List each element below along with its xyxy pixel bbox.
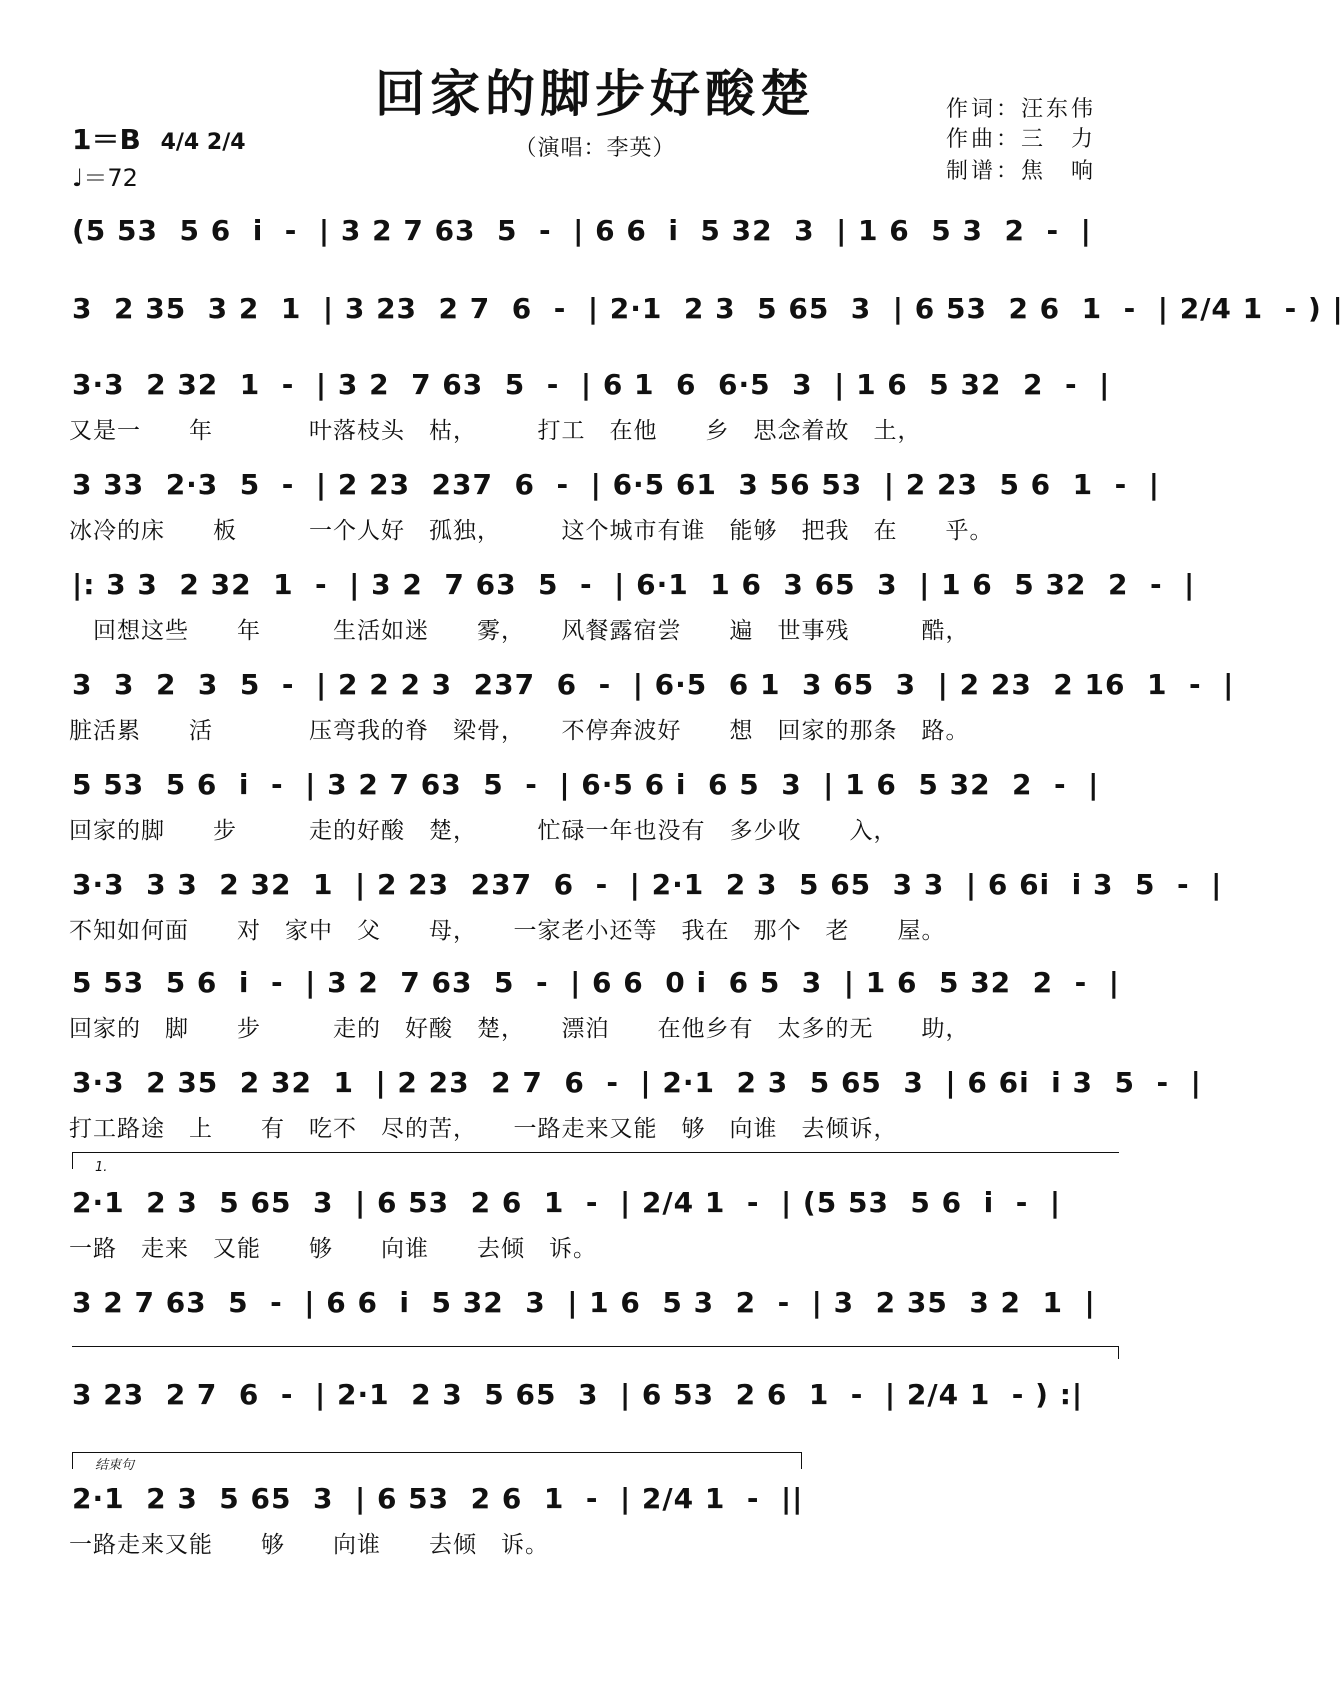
key-signature [72,118,246,158]
lyric-line-7: 回家的脚 步 走的好酸 楚， 忙碌一年也没有 多少收 入， [69,818,898,844]
notes-line-13: 3 23 2 7 6 - | 2·1 2 3 5 65 3 | 6 53 2 6 1 - | 2/4 1 - ) :| [72,1378,1084,1411]
lyric-line-11: 一路 走来 又能 够 向谁 去倾 诉。 [69,1236,597,1262]
time-signature: 4/4 2/4 [160,130,246,155]
notes-line-3: 3·3 2 32 1 - | 3 2 7 63 5 - | 6 1 6 6·5 3 | 1 6 5 32 2 - | [72,368,1111,401]
ending-label: 结束句 [95,1458,135,1473]
lyric-line-6: 脏活累 活 压弯我的脊 梁骨， 不停奔波好 想 回家的那条 路。 [69,718,970,744]
singer-credit: （演唱：李英） [514,136,676,161]
lyric-line-9: 回家的 脚 步 走的 好酸 楚， 漂泊 在他乡有 太多的无 助， [69,1016,970,1042]
song-title: 回家的脚步好酸楚 [375,64,815,123]
lyric-line-14: 一路走来又能 够 向谁 去倾 诉。 [69,1532,549,1558]
notes-line-9: 5 53 5 6 i - | 3 2 7 63 5 - | 6 6 0 i 6 5 3 | 1 6 5 32 2 - | [72,966,1120,999]
repeat-bracket [72,1346,1119,1359]
notes-line-1: (5 53 5 6 i - | 3 2 7 63 5 - | 6 6 i 5 32 3 | 1 6 5 3 2 - | [72,214,1092,247]
lyric-line-10: 打工路途 上 有 吃不 尽的苦， 一路走来又能 够 向谁 去倾诉， [69,1116,898,1142]
lyricist-credit: 作词：汪东伟 [946,97,1097,122]
notes-line-7: 5 53 5 6 i - | 3 2 7 63 5 - | 6·5 6 i 6 5 3 | 1 6 5 32 2 - | [72,768,1100,801]
lyric-line-8: 不知如何面 对 家中 父 母， 一家老小还等 我在 那个 老 屋。 [69,918,946,944]
notes-line-4: 3 33 2·3 5 - | 2 23 237 6 - | 6·5 61 3 56 53 | 2 23 5 6 1 - | [72,468,1160,501]
composer-credit: 作曲：三 力 [946,127,1097,152]
notes-line-6: 3 3 2 3 5 - | 2 2 2 3 237 6 - | 6·5 6 1 3 65 3 | 2 23 2 16 1 - | [72,668,1235,701]
notes-line-12: 3 2 7 63 5 - | 6 6 i 5 32 3 | 1 6 5 3 2 - | 3 2 35 3 2 1 | [72,1286,1096,1319]
lyric-line-3: 又是一 年 叶落枝头 枯， 打工 在他 乡 思念着故 土， [69,418,922,444]
notes-line-14: 2·1 2 3 5 65 3 | 6 53 2 6 1 - | 2/4 1 - || [72,1482,804,1515]
volta-bracket-first [72,1152,1119,1169]
volta-label-first: 1. [95,1160,108,1175]
ending-bracket [72,1452,802,1469]
notes-line-10: 3·3 2 35 2 32 1 | 2 23 2 7 6 - | 2·1 2 3 5 65 3 | 6 6i i 3 5 - | [72,1066,1202,1099]
notes-line-5: |: 3 3 2 32 1 - | 3 2 7 63 5 - | 6·1 1 6 3 65 3 | 1 6 5 32 2 - | [72,568,1196,601]
notes-line-2: 3 2 35 3 2 1 | 3 23 2 7 6 - | 2·1 2 3 5 65 3 | 6 53 2 6 1 - | 2/4 1 - ) | [72,292,1344,325]
tempo-marking: ♩＝72 [72,164,138,192]
notes-line-8: 3·3 3 3 2 32 1 | 2 23 237 6 - | 2·1 2 3 5 65 3 3 | 6 6i i 3 5 - | [72,868,1223,901]
transcriber-credit: 制谱：焦 响 [946,159,1097,184]
key-text: 1＝B [72,123,141,156]
lyric-line-4: 冰冷的床 板 一个人好 孤独， 这个城市有谁 能够 把我 在 乎。 [69,518,994,544]
notes-line-11: 2·1 2 3 5 65 3 | 6 53 2 6 1 - | 2/4 1 - | (5 53 5 6 i - | [72,1186,1062,1219]
lyric-line-5: 回想这些 年 生活如迷 雾， 风餐露宿尝 遍 世事残 酷， [69,618,970,644]
